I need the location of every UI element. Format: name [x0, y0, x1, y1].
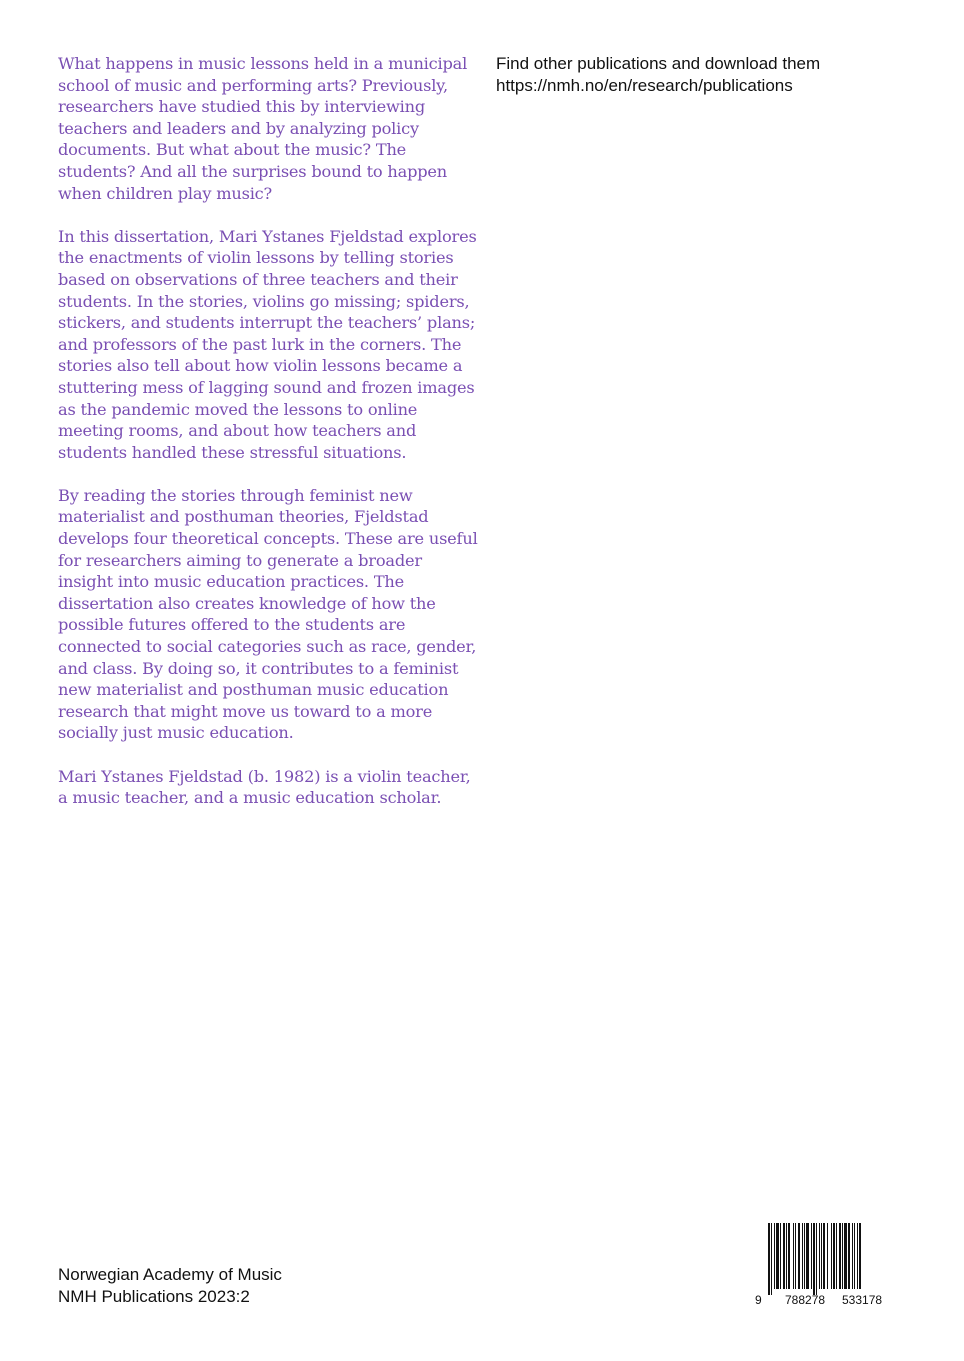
barcode-bar [795, 1223, 796, 1289]
barcode-right-digits: 533178 [842, 1293, 883, 1307]
blurb-paragraph-2: In this dissertation, Mari Ystanes Fjeldstad explores the enactments of violin lessons by telling stories based on observations of three teachers and their students. In the stories, violins go missing; spiders, stickers, and students interrupt the teachers’ plans; and professors of the past lurk in the corners. The stories also tell about how violin lessons became a stuttering mess of lagging sound and frozen images as the pandemic moved the lessons to online meeting rooms, and about how teachers and students handled these stressful situations. [58, 226, 477, 462]
barcode-bar [798, 1223, 800, 1289]
publication-series: NMH Publications 2023:2 [58, 1287, 250, 1306]
barcode-bar [786, 1223, 787, 1289]
back-cover-blurb [58, 53, 478, 830]
isbn-barcode [752, 1219, 902, 1307]
publications-notice [496, 53, 916, 97]
barcode-bars [768, 1223, 861, 1295]
barcode-bar [852, 1223, 853, 1289]
publications-notice-text: Find other publications and download them [496, 54, 821, 73]
barcode-bar [788, 1223, 790, 1289]
barcode-bar [774, 1223, 775, 1289]
barcode-bar [816, 1223, 817, 1295]
barcode-bar [776, 1223, 779, 1289]
barcode-bar [783, 1223, 785, 1289]
publisher-name: Norwegian Academy of Music [58, 1265, 282, 1284]
barcode-bar [836, 1223, 837, 1289]
blurb-paragraph-3: By reading the stories through feminist new materialist and posthuman theories, Fjeldstad develops four theoretical concepts. These are useful for researchers aiming to generate a broader insight into music education practices. The dissertation also creates knowledge of how the possible futures offered to the students are connected to social categories such as race, gender, and class. By doing so, it contributes to a feminist new materialist and posthuman music education research that might move us toward to a more socially just music education. [58, 485, 478, 743]
barcode-bar [859, 1223, 861, 1289]
barcode-bar [768, 1223, 770, 1295]
barcode-bar [823, 1223, 825, 1289]
barcode-bar [819, 1223, 820, 1289]
barcode-bar [821, 1223, 822, 1289]
barcode-bar [793, 1223, 794, 1289]
barcode-bar [827, 1223, 828, 1289]
blurb-paragraph-1: What happens in music lessons held in a municipal school of music and performing arts? Previously, researchers have studied this by interviewing teachers and leaders and by analyzing policy documents. But what about the music? The students? And all the surprises bound to happen when children play music? [58, 54, 468, 203]
barcode-bar [806, 1223, 809, 1289]
barcode-bar [804, 1223, 805, 1289]
barcode-bar [771, 1223, 772, 1295]
author-bio: Mari Ystanes Fjeldstad (b. 1982) is a violin teacher, a music teacher, and a music education scholar. [58, 766, 471, 808]
barcode-bar [854, 1223, 855, 1289]
barcode-bar [802, 1223, 803, 1289]
barcode-bar [839, 1223, 841, 1289]
publisher-block [58, 1264, 458, 1308]
barcode-bar [811, 1223, 812, 1289]
barcode-bar [857, 1223, 858, 1289]
barcode-bar [813, 1223, 815, 1295]
barcode-graphic [752, 1219, 902, 1307]
barcode-first-digit: 9 [755, 1293, 762, 1307]
barcode-bar [848, 1223, 850, 1289]
barcode-bar [831, 1223, 832, 1289]
barcode-bar [780, 1223, 781, 1289]
barcode-bar [842, 1223, 843, 1289]
barcode-bar [833, 1223, 835, 1289]
barcode-bar [844, 1223, 847, 1289]
barcode-left-digits: 788278 [785, 1293, 826, 1307]
publications-link[interactable]: https://nmh.no/en/research/publications [496, 76, 793, 95]
